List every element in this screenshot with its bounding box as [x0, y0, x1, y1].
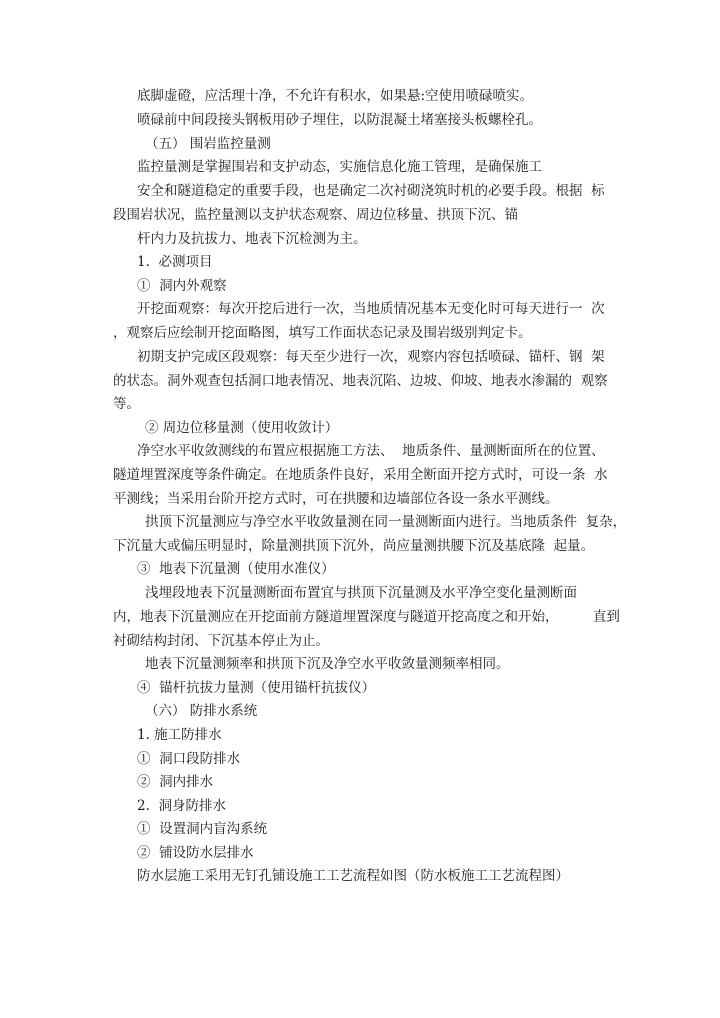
section-heading-6: （六） 防排水系统	[145, 703, 258, 719]
subheading-construction-drainage: 1. 施工防排水	[137, 727, 222, 743]
subheading-observation: ① 洞内外观察	[137, 278, 227, 294]
list-item-blind-ditch: ① 设置洞内盲沟系统	[137, 821, 268, 837]
text-line-7: 杆内力及抗拔力、地表下沉检测为主。	[137, 231, 367, 247]
list-item-portal-drainage: ① 洞口段防排水	[137, 751, 241, 767]
text-line-10: 开挖面观察：每次开挖后进行一次，当地质情况基本无变化时可每天进行一 次	[137, 301, 605, 317]
text-line-34: 防水层施工采用无钉孔铺设施工工艺流程如图（防水板施工工艺流程图）	[137, 868, 569, 884]
text-line-12: 初期支护完成区段观察：每天至少进行一次，观察内容包括喷碌、锚杆、钢 架	[137, 349, 605, 365]
subheading-required-items: 1. 必测项目	[137, 254, 213, 270]
text-line-6: 段围岩状况，监控量测以支护状态观察、周边位移量、拱顶下沉、锚	[113, 207, 518, 223]
section-heading-5: （五） 围岩监控量测	[145, 136, 271, 152]
list-item-tunnel-drainage: ② 洞内排水	[137, 774, 214, 790]
text-line-1: 底脚虚磴，应活理十净，不允许有积水，如果悬:空使用喷碌喷实。	[137, 88, 534, 104]
text-line-13: 的状态。洞外观查包括洞口地表情况、地表沉陷、边坡、仰坡、地表水渗漏的 观察	[113, 373, 608, 389]
text-line-16: 净空水平收敛测线的布置应根据施工方法、 地质条件、量测断面所在的位置、	[137, 443, 605, 459]
text-line-18: 平测线；当采用台阶开挖方式时，可在拱腰和边墙部位各设一条水平测线。	[113, 491, 559, 507]
text-line-11: ，观察后应绘制开挖面略图，填写工作面状态记录及围岩级别判定卡。	[113, 325, 532, 341]
list-item-waterproof-layer: ② 铺设防水层排水	[137, 845, 254, 861]
text-line-24: 衬砌结构封闭、下沉基本停止为止。	[113, 633, 329, 649]
text-line-17: 隧道埋置深度等条件确定。在地质条件良好，采用全断面开挖方式时，可设一条 水	[113, 467, 608, 483]
text-line-4: 监控量测是掌握围岩和支护动态，实施信息化施工管理，是确保施工	[137, 159, 542, 175]
text-line-5: 安全和隧道稳定的重要手段，也是确定二次衬砌浇筑时机的必要手段。根据 标	[137, 183, 605, 199]
text-line-19: 拱顶下沉量测应与净空水平收敛量测在同一量测断面内进行。当地质条件 复杂，	[145, 514, 627, 530]
text-line-25: 地表下沉量测频率和拱顶下沉及净空水平收敛量测频率相同。	[145, 656, 510, 672]
subheading-body-drainage: 2. 洞身防排水	[137, 798, 226, 814]
text-line-23: 内，地表下沉量测应在开挖面前方隧道埋置深度与隧道开挖高度之和开始， 直到	[113, 609, 620, 625]
text-line-20: 下沉量大或偏压明显时，除量测拱顶下沉外，尚应量测拱腰下沉及基底隆 起量。	[113, 538, 595, 554]
subheading-displacement: ② 周边位移量测（使用收敛计）	[145, 420, 339, 436]
text-line-2: 喷碌前中间段接头钢板用砂子埋住，以防混凝土堵塞接头板螺栓孔。	[137, 112, 542, 128]
subheading-anchor-pullout: ④ 锚杆抗拔力量测（使用锚杆抗拔仪）	[137, 680, 376, 696]
text-line-22: 浅埋段地表下沉量测断面布置宜与拱顶下沉量测及水平净空变化量测断面	[145, 585, 577, 601]
text-line-14: 等。	[113, 396, 140, 412]
subheading-surface-settlement: ③ 地表下沉量测（使用水准仪）	[137, 561, 335, 577]
